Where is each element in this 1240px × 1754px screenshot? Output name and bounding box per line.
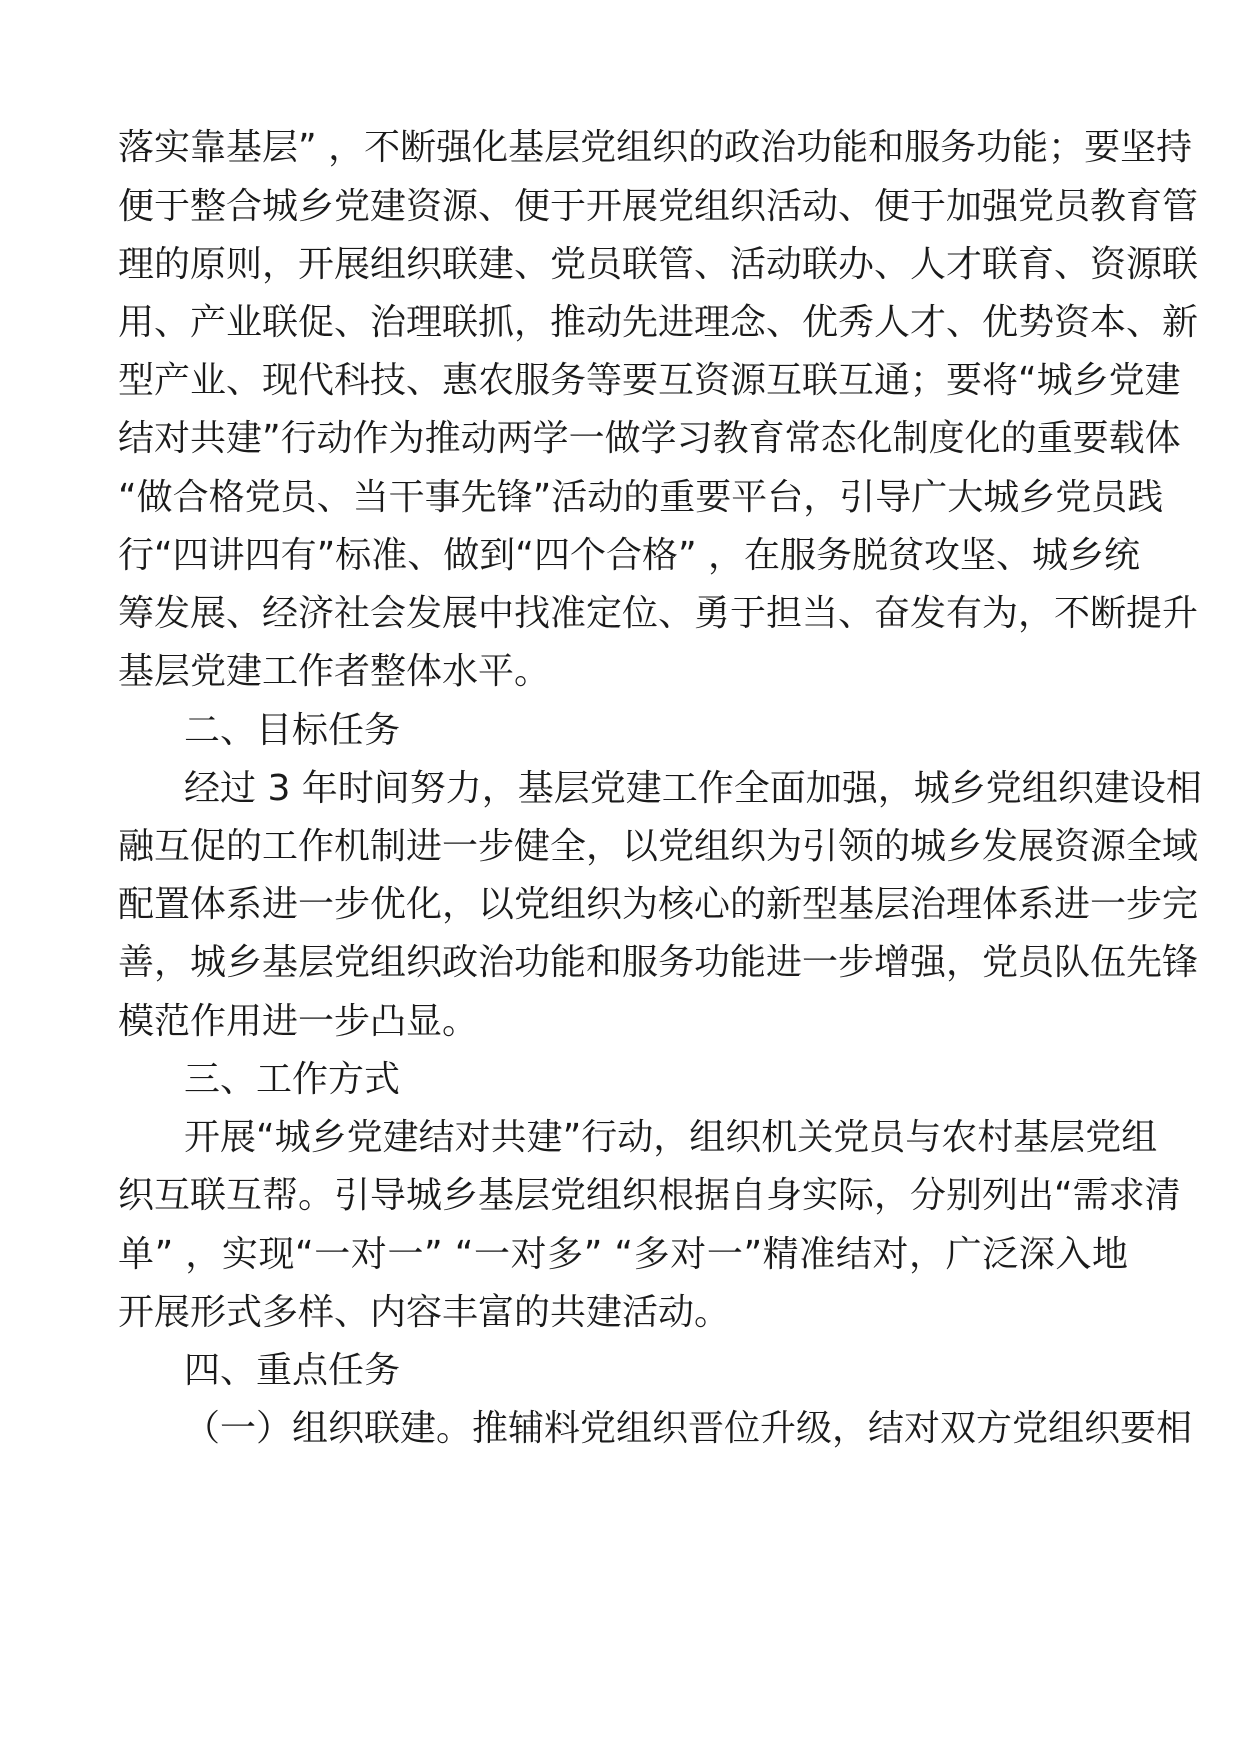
paragraph-line: 单” ，实现“一对一” “一对多” “多对一”精准结对，广泛深入地 <box>118 1234 1128 1275</box>
paragraph-line: 善，城乡基层党组织政治功能和服务功能进一步增强，党员队伍先锋 <box>118 942 1199 983</box>
paragraph-line: 基层党建工作者整体水平。 <box>118 651 551 692</box>
paragraph-line: 配置体系进一步优化，以党组织为核心的新型基层治理体系进一步完 <box>118 884 1199 925</box>
section-heading: 三、工作方式 <box>184 1059 401 1100</box>
section-heading: 二、目标任务 <box>184 710 401 751</box>
paragraph-line: 用、产业联促、治理联抓，推动先进理念、优秀人才、优势资本、新 <box>118 302 1199 343</box>
paragraph-line: 理的原则，开展组织联建、党员联管、活动联办、人才联育、资源联 <box>118 244 1199 285</box>
paragraph-line: 融互促的工作机制进一步健全，以党组织为引领的城乡发展资源全域 <box>118 826 1199 867</box>
paragraph-line: 模范作用进一步凸显。 <box>118 1001 479 1042</box>
paragraph-line: 型产业、现代科技、惠农服务等要互资源互联互通；要将“城乡党建 <box>118 360 1181 401</box>
paragraph-line: “做合格党员、当干事先锋”活动的重要平台，引导广大城乡党员践 <box>118 477 1164 518</box>
paragraph-line: 筹发展、经济社会发展中找准定位、勇于担当、奋发有为，不断提升 <box>118 593 1199 634</box>
paragraph-line: 结对共建”行动作为推动两学一做学习教育常态化制度化的重要载体 <box>118 418 1181 459</box>
paragraph-line: 开展形式多样、内容丰富的共建活动。 <box>118 1292 731 1333</box>
paragraph-line: 行“四讲四有”标准、做到“四个合格” ，在服务脱贫攻坚、城乡统 <box>118 535 1141 576</box>
paragraph-line: （一）组织联建。推辅料党组织晋位升级，结对双方党组织要相 <box>184 1408 1193 1449</box>
paragraph-line: 织互联互帮。引导城乡基层党组织根据自身实际，分别列出“需求清 <box>118 1175 1181 1216</box>
paragraph-line: 经过 3 年时间努力，基层党建工作全面加强，城乡党组织建设相 <box>184 768 1202 809</box>
paragraph-line: 落实靠基层” ，不断强化基层党组织的政治功能和服务功能；要坚持 <box>118 127 1193 168</box>
paragraph-line: 开展“城乡党建结对共建”行动，组织机关党员与农村基层党组 <box>184 1117 1158 1158</box>
paragraph-line: 便于整合城乡党建资源、便于开展党组织活动、便于加强党员教育管 <box>118 186 1199 227</box>
section-heading: 四、重点任务 <box>184 1350 401 1391</box>
